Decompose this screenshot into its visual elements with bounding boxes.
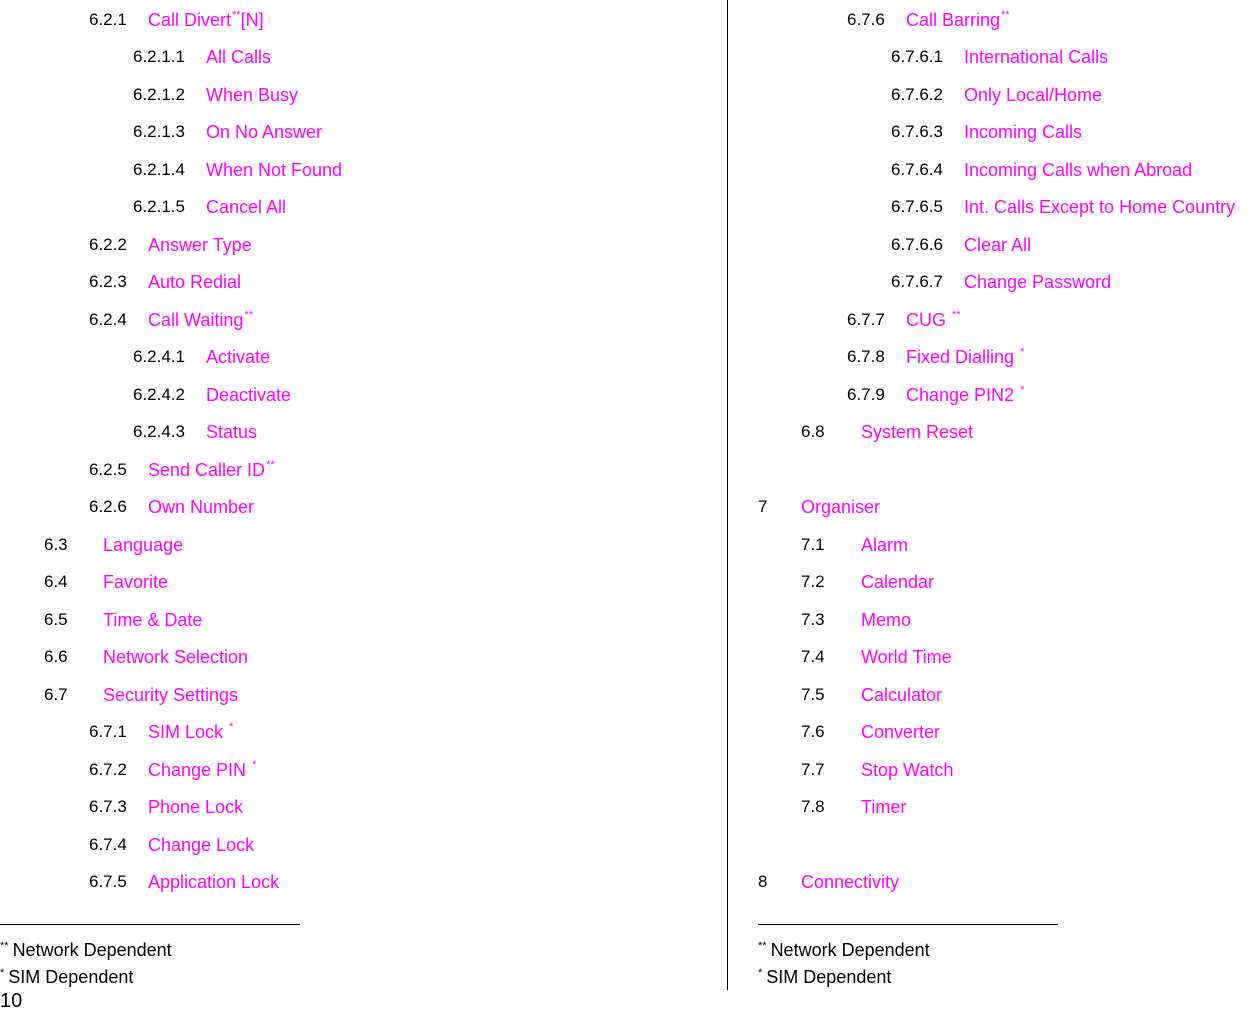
entry-number: 6.2.3	[89, 272, 127, 291]
entry-number: 6.7.6.3	[891, 122, 943, 141]
entry-number: 6.4	[44, 572, 68, 591]
entry-label[interactable]: Own Number	[148, 497, 255, 517]
entry-label[interactable]: Change PIN2 *	[906, 384, 1025, 405]
footnote-marker: *	[252, 759, 257, 771]
entry-label[interactable]: Calculator	[861, 685, 943, 705]
entry-number: 6.2.4.3	[133, 422, 185, 441]
footnote-rule	[0, 924, 300, 925]
entry-label[interactable]: Phone Lock	[148, 797, 244, 817]
footnote-marker: *	[1020, 384, 1025, 396]
entry-number: 6.7	[44, 685, 68, 704]
entry-label[interactable]: International Calls	[964, 47, 1109, 67]
entry-number: 6.2.5	[89, 460, 127, 479]
page-number: 10	[0, 990, 23, 1012]
entry-label[interactable]: Change PIN *	[148, 759, 257, 780]
footnote-marker: **	[232, 9, 241, 21]
entry-number: 6.2.1.3	[133, 122, 185, 141]
entry-number: 6.8	[801, 422, 825, 441]
entry-number: 6.7.6	[847, 10, 885, 29]
entry-label[interactable]: SIM Lock *	[148, 721, 234, 742]
entry-number: 7.7	[801, 760, 825, 779]
entry-number: 6.5	[44, 610, 68, 629]
entry-number: 6.2.1.1	[133, 47, 185, 66]
entry-number: 6.7.7	[847, 310, 885, 329]
entry-number: 6.6	[44, 647, 68, 666]
entry-label[interactable]: CUG **	[906, 309, 961, 330]
entry-number: 6.2.1.5	[133, 197, 185, 216]
footnote-network: ** Network Dependent	[0, 940, 172, 960]
entry-label[interactable]: Time & Date	[103, 610, 203, 630]
footnote-marker: *	[229, 721, 234, 733]
entry-label[interactable]: Connectivity	[801, 872, 900, 892]
entry-number: 7.5	[801, 685, 825, 704]
entry-label[interactable]: Alarm	[861, 535, 909, 555]
entry-number: 6.7.6.6	[891, 235, 943, 254]
column-divider	[727, 0, 728, 990]
entry-label[interactable]: Stop Watch	[861, 760, 954, 780]
entry-label[interactable]: Incoming Calls when Abroad	[964, 160, 1193, 180]
entry-number: 6.7.6.2	[891, 85, 943, 104]
entry-number: 7.2	[801, 572, 825, 591]
entry-label[interactable]: Change Password	[964, 272, 1112, 292]
entry-label[interactable]: Call Barring**	[906, 9, 1010, 30]
entry-number: 6.7.1	[89, 722, 127, 741]
footnote-sim: * SIM Dependent	[758, 967, 892, 987]
footnote-marker: **	[952, 309, 961, 321]
entry-number: 7	[758, 497, 768, 516]
entry-label[interactable]: Timer	[861, 797, 907, 817]
entry-label[interactable]: Deactivate	[206, 385, 292, 405]
footnote-marker: **	[244, 309, 253, 321]
entry-label[interactable]: All Calls	[206, 47, 272, 67]
entry-label[interactable]: Clear All	[964, 235, 1032, 255]
entry-label[interactable]: Only Local/Home	[964, 85, 1103, 105]
entry-number: 6.2.4.1	[133, 347, 185, 366]
entry-number: 7.1	[801, 535, 825, 554]
entry-number: 8	[758, 872, 768, 891]
footnote-network: ** Network Dependent	[758, 940, 930, 960]
entry-number: 6.7.4	[89, 835, 127, 854]
entry-label[interactable]: Organiser	[801, 497, 881, 517]
entry-number: 6.2.4.2	[133, 385, 185, 404]
entry-label[interactable]: On No Answer	[206, 122, 323, 142]
entry-number: 6.7.3	[89, 797, 127, 816]
entry-number: 7.6	[801, 722, 825, 741]
entry-number: 6.2.2	[89, 235, 127, 254]
footnote-rule	[758, 924, 1058, 925]
entry-number: 7.4	[801, 647, 825, 666]
footnote-marker: **	[1001, 9, 1010, 21]
entry-number: 6.7.2	[89, 760, 127, 779]
entry-number: 6.2.1.4	[133, 160, 185, 179]
entry-number: 6.2.4	[89, 310, 127, 329]
entry-label[interactable]: Security Settings	[103, 685, 239, 705]
entry-label[interactable]: Change Lock	[148, 835, 255, 855]
entry-label[interactable]: Memo	[861, 610, 912, 630]
footnote-marker: *	[1020, 346, 1025, 358]
entry-label[interactable]: Call Waiting**	[148, 309, 253, 330]
entry-label[interactable]: Incoming Calls	[964, 122, 1083, 142]
entry-label[interactable]: When Busy	[206, 85, 299, 105]
entry-number: 7.3	[801, 610, 825, 629]
entry-number: 7.8	[801, 797, 825, 816]
entry-number: 6.7.6.1	[891, 47, 943, 66]
entry-label[interactable]: System Reset	[861, 422, 974, 442]
footnote-marker: **	[266, 459, 275, 471]
entry-number: 6.2.1	[89, 10, 127, 29]
entry-label[interactable]: Favorite	[103, 572, 169, 592]
entry-label[interactable]: When Not Found	[206, 160, 343, 180]
entry-number: 6.7.9	[847, 385, 885, 404]
entry-label[interactable]: Activate	[206, 347, 271, 367]
entry-label[interactable]: Answer Type	[148, 235, 252, 255]
entry-label[interactable]: Auto Redial	[148, 272, 242, 292]
entry-label[interactable]: Send Caller ID**	[148, 459, 275, 480]
entry-label[interactable]: Network Selection	[103, 647, 249, 667]
entry-label[interactable]: Language	[103, 535, 184, 555]
entry-number: 6.7.5	[89, 872, 127, 891]
entry-label[interactable]: Converter	[861, 722, 941, 742]
entry-number: 6.3	[44, 535, 68, 554]
entry-label[interactable]: Cancel All	[206, 197, 287, 217]
entry-label[interactable]: Int. Calls Except to Home Country	[964, 197, 1236, 217]
entry-label[interactable]: Call Divert**[N]	[148, 9, 264, 30]
footnote-sim: * SIM Dependent	[0, 967, 134, 987]
entry-number: 6.7.6.4	[891, 160, 943, 179]
entry-number: 6.7.6.5	[891, 197, 943, 216]
entry-label[interactable]: Calendar	[861, 572, 935, 592]
entry-number: 6.7.8	[847, 347, 885, 366]
entry-number: 6.2.6	[89, 497, 127, 516]
entry-label[interactable]: Status	[206, 422, 258, 442]
entry-label[interactable]: Application Lock	[148, 872, 280, 892]
entry-label[interactable]: World Time	[861, 647, 952, 667]
entry-number: 6.7.6.7	[891, 272, 943, 291]
entry-number: 6.2.1.2	[133, 85, 185, 104]
entry-label[interactable]: Fixed Dialling *	[906, 346, 1025, 367]
